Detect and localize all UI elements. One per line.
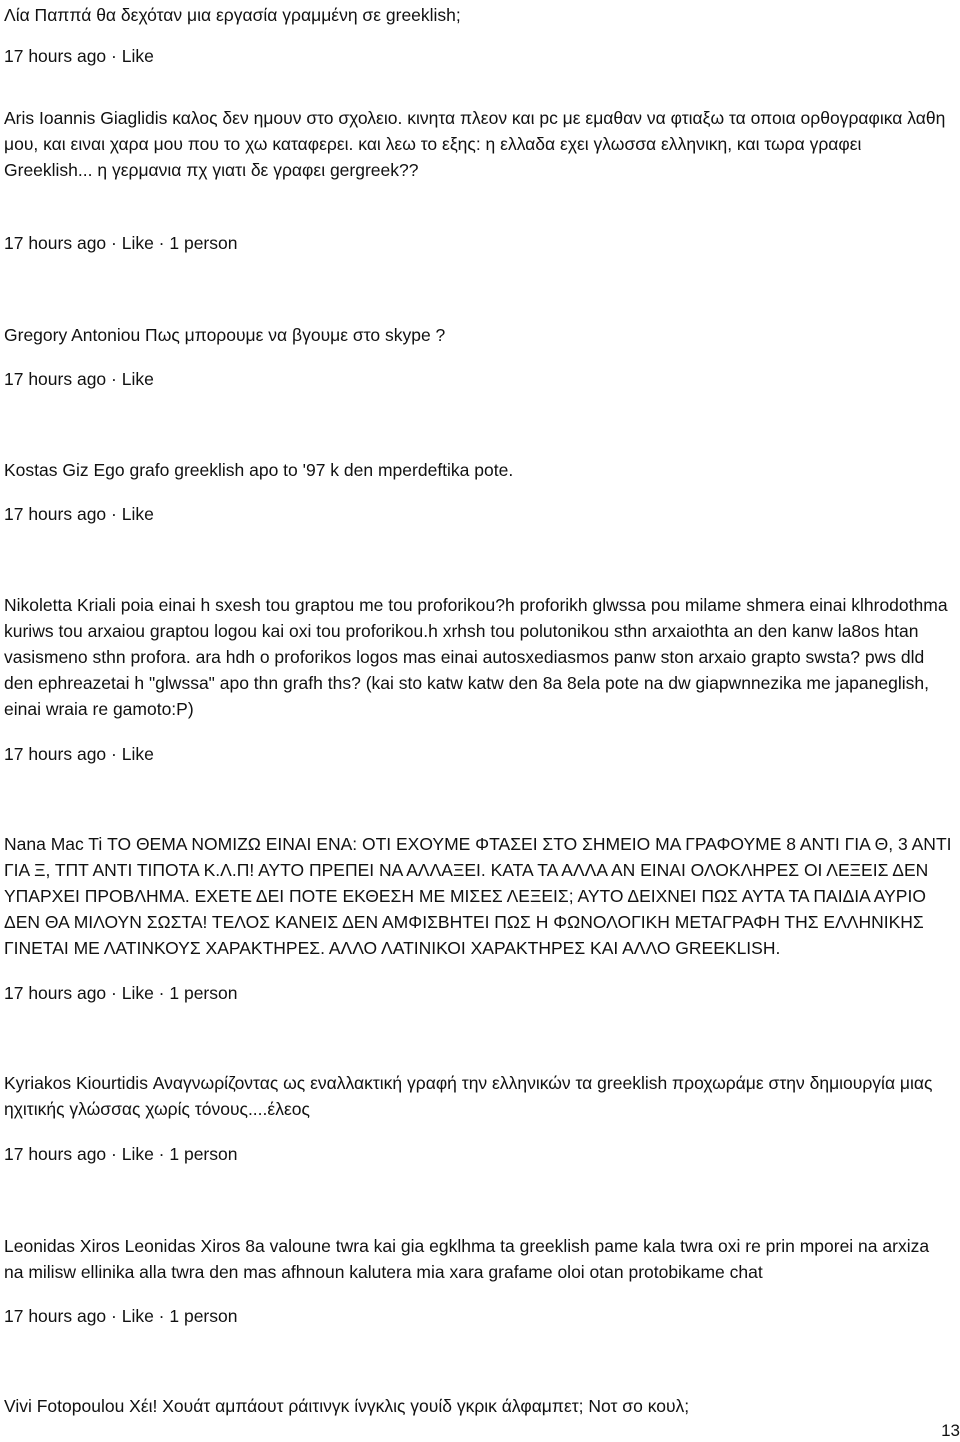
comment-text: Kostas Giz Ego grafo greeklish apo to '97 k den mperdeftika pote. (4, 460, 514, 480)
comment-meta: 17 hours ago · Like · 1 person (4, 233, 238, 253)
comment-meta: 17 hours ago · Like (4, 744, 154, 764)
comment-meta: 17 hours ago · Like · 1 person (4, 1144, 238, 1164)
comment-text: Nikoletta Kriali poia einai h sxesh tou graptou me tou proforikou?h proforikh glwssa pou milame shmera einai klhrodothma kuriws tou arxaiou graptou logou kai oxi tou proforikou.h xrhsh tou polutonikou sthn arxaiothta an den kanw la8os htan vasismeno sthn profora. ara hdh o proforikos logos mas einai autosxediasmos panw ston arxaio grapto swsta? pws dld den ephreazetai h "glwssa" apo thn grafh ths? (kai sto katw katw den 8a 8ela pote na dw giapwnnezika me japaneglish, einai wraia re gamoto:P) (4, 595, 948, 719)
comment-text: Gregory Antoniou Πως μπορουμε να βγουμε στο skype ? (4, 325, 446, 345)
comment-text: Vivi Fotopoulou Χέι! Χουάτ αμπάουτ ράιτινγκ ίνγκλις γουίδ γκρικ άλφαμπετ; Νοτ σο κουλ; (4, 1396, 690, 1416)
comment-text: Λία Παππά θα δεχόταν μια εργασία γραμμένη σε greeklish; (4, 5, 461, 25)
comment-meta: 17 hours ago · Like · 1 person (4, 983, 238, 1003)
comment-text: Aris Ioannis Giaglidis καλος δεν ημουν στο σχολειο. κινητα πλεον και pc με εμαθαν να φτιαξω τα οποια ορθογραφικα λαθη μου, και ειναι χαρα μου που το χω καταφερει. και λεω το εξης: η ελλαδα εχει γλωσσα ελληνικη, και τωρα γραφει Greeklish... η γερμανια πχ γιατι δε γραφει gergreek?? (4, 108, 946, 180)
comment-meta: 17 hours ago · Like (4, 369, 154, 389)
comment-meta: 17 hours ago · Like (4, 46, 154, 66)
comment-text: Leonidas Xiros Leonidas Xiros 8a valoune twra kai gia egklhma ta greeklish pame kala twra oxi re prin mporei na arxiza na milisw ellinika alla twra den mas afhnoun kalutera mia xara grafame oloi otan protobikame chat (4, 1236, 930, 1282)
comment-text: Nana Mac Ti ΤΟ ΘΕΜΑ ΝΟΜΙΖΩ ΕΙΝΑΙ ΕΝΑ: ΟΤΙ ΕΧΟΥΜΕ ΦΤΑΣΕΙ ΣΤΟ ΣΗΜΕΙΟ ΜΑ ΓΡΑΦΟΥΜΕ 8 ΑΝΤΙ ΓΙΑ Θ, 3 ΑΝΤΙ ΓΙΑ Ξ, ΤΠΤ ΑΝΤΙ ΤΙΠΟΤΑ Κ.Λ.Π! ΑΥΤΟ ΠΡΕΠΕΙ ΝΑ ΑΛΛΑΞΕΙ. ΚΑΤΑ ΤΑ ΑΛΛΑ ΑΝ ΕΙΝΑΙ ΟΛΟΚΛΗΡΕΣ ΟΙ ΛΕΞΕΙΣ ΔΕΝ ΥΠΑΡΧΕΙ ΠΡΟΒΛΗΜΑ. ΕΧΕΤΕ ΔΕΙ ΠΟΤΕ ΕΚΘΕΣΗ ΜΕ ΜΙΣΕΣ ΛΕΞΕΙΣ; ΑΥΤΟ ΔΕΙΧΝΕΙ ΠΩΣ ΑΥΤΑ ΤΑ ΠΑΙΔΙΑ ΑΥΡΙΟ ΔΕΝ ΘΑ ΜΙΛΟΥΝ ΣΩΣΤΑ! ΤΕΛΟΣ ΚΑΝΕΙΣ ΔΕΝ ΑΜΦΙΣΒΗΤΕΙ ΠΩΣ Η ΦΩΝΟΛΟΓΙΚΗ ΜΕΤΑΓΡΑΦΗ ΤΗΣ ΕΛΛΗΝΙΚΗΣ ΓΙΝΕΤΑΙ ΜΕ ΛΑΤΙΝΚΟΥΣ ΧΑΡΑΚΤΗΡΕΣ. ΑΛΛΟ ΛΑΤΙΝΙΚΟΙ ΧΑΡΑΚΤΗΡΕΣ ΚΑΙ ΑΛΛΟ GREEKLISH. (4, 834, 952, 958)
comment-text: Kyriakos Kiourtidis Αναγνωρίζοντας ως εναλλακτική γραφή την ελληνικών τα greeklish προχωράμε στην δημιουργία μιας ηχιτικής γλώσσας χωρίς τόνους....έλεος (4, 1073, 933, 1119)
page-number: 13 (941, 1421, 960, 1440)
comment-meta: 17 hours ago · Like (4, 504, 154, 524)
comment-meta: 17 hours ago · Like · 1 person (4, 1306, 238, 1326)
